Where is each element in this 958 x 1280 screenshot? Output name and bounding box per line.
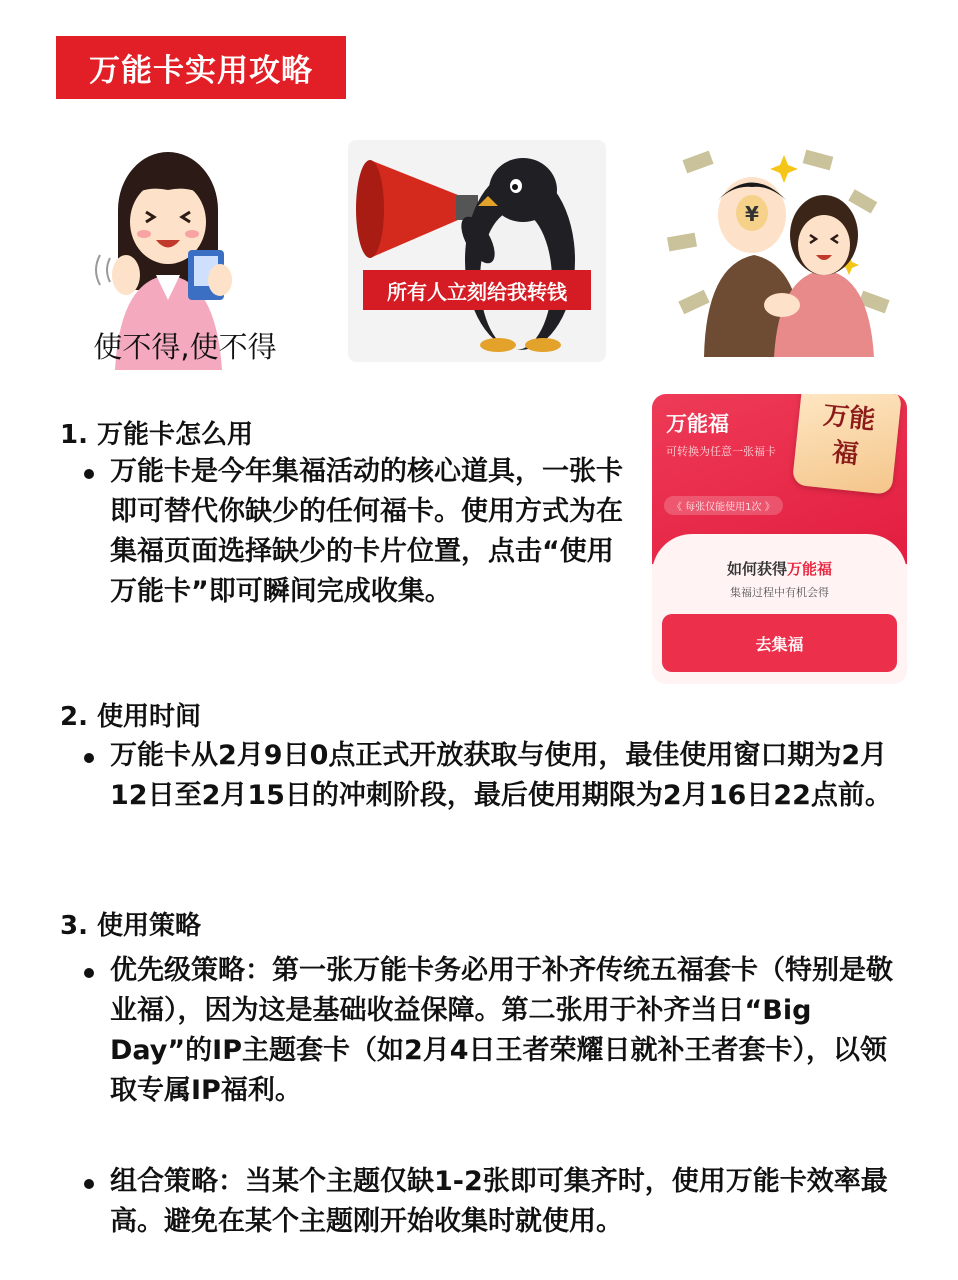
card-question-highlight: 万能福 [787,560,833,578]
section-3-bullet-2 [80,1162,900,1242]
bullet-dot [84,753,94,763]
section-1-bullet-text: 万能卡是今年集福活动的核心道具，一张卡即可替代你缺少的任何福卡。使用方式为在集福页面选择缺少的卡片位置，点击“使用万能卡”即可瞬间完成收集。 [110,456,623,607]
couple-money-illustration [664,145,894,357]
svg-text:¥: ¥ [745,202,759,226]
card-question-prefix: 如何获得 [726,560,787,578]
section-1-bullet [80,452,628,612]
bullet-dot [84,968,94,978]
wanneng-fu-card [652,394,907,684]
section-2-bullet [80,736,900,816]
section-3-bullet-2-text: 组合策略：当某个主题仅缺1-2张即可集齐时，使用万能卡效率最高。避免在某个主题刚开始收集时就使用。 [110,1166,888,1237]
section-2-heading: 2. 使用时间 [60,702,202,732]
bullet-dot [84,469,94,479]
go-collect-button[interactable]: 去集福 [662,614,897,672]
penguin-megaphone-illustration [348,140,606,362]
section-3-bullet-1 [80,951,900,1111]
section-2-bullet-text: 万能卡从2月9日0点正式开放获取与使用，最佳使用窗口期为2月12日至2月15日的冲刺阶段，最后使用期限为2月16日22点前。 [110,740,892,811]
card-usage-limit: 《 每张仅能使用1次 》 [664,496,783,515]
section-1-heading: 1. 万能卡怎么用 [60,420,254,450]
wanneng-fu-emblem [792,394,902,495]
card-subtitle: 可转换为任意一张福卡 [666,445,776,458]
card-title: 万能福 [666,412,729,436]
section-3-heading: 3. 使用策略 [60,911,202,941]
card-lower-panel [652,534,907,684]
girl-caption: 使不得,使不得 [93,330,277,364]
section-3-bullet-1-text: 优先级策略：第一张万能卡务必用于补齐传统五福套卡（特别是敬业福），因为这是基础收益保障。第二张用于补齐当日“Big Day”的IP主题套卡（如2月4日王者荣耀日就补王者套卡），以领取专属IP福利。 [110,955,893,1106]
penguin-caption: 所有人立刻给我转钱 [363,270,591,310]
emblem-text: 万能福 [821,400,877,471]
card-hint: 集福过程中有机会得 [730,586,829,599]
bullet-dot [84,1179,94,1189]
page-title: 万能卡实用攻略 [56,36,346,99]
card-question [652,558,907,579]
